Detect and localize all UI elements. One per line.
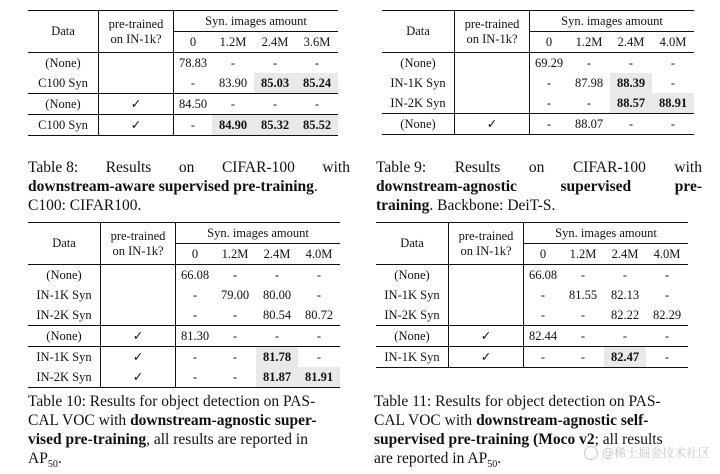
row-pretrained (455, 53, 530, 74)
row-pretrained: ✓ (99, 115, 174, 136)
row-value: - (176, 305, 215, 326)
row-value-best: 81.87 (256, 367, 298, 388)
row-value: - (670, 75, 676, 90)
table-row (376, 305, 688, 326)
table-row (28, 285, 340, 305)
row-value: 80.54 (262, 307, 292, 322)
amount-header: 1.2M (219, 34, 247, 49)
table-11-grid (376, 222, 688, 368)
row-value: - (562, 265, 604, 286)
row-data: IN-2K Syn (384, 307, 440, 322)
amount-header: 4.0M (659, 34, 687, 49)
table-10 (28, 222, 340, 388)
table-row (28, 94, 338, 115)
table-11 (376, 222, 688, 368)
table-10-caption: Table 10: Results for object detection on PAS- CAL VOC with downstream-agnostic super- vised pre-training, all results are reported in $AP_{50}$. (28, 393, 317, 471)
row-pretrained (455, 73, 530, 93)
row-pretrained: ✓ (101, 326, 176, 347)
row-value: 69.29 (530, 53, 569, 74)
row-value: - (214, 347, 256, 368)
table-row (376, 285, 688, 305)
table-row (28, 305, 340, 326)
row-value: 82.44 (524, 326, 563, 347)
table-row (28, 115, 338, 136)
row-data: IN-1K Syn (390, 75, 446, 90)
amount-header: 0 (176, 244, 215, 265)
header-pretrained: pre-trained on IN-1k? (101, 223, 176, 265)
row-value: - (652, 114, 694, 135)
row-value-best: 88.57 (610, 93, 652, 114)
row-pretrained (101, 285, 176, 305)
row-value: - (298, 326, 340, 347)
row-value: - (254, 53, 296, 74)
row-data: (None) (28, 53, 99, 74)
row-pretrained (455, 93, 530, 114)
row-value: - (174, 73, 213, 94)
table-row (382, 93, 694, 114)
row-data: IN-1K Syn (384, 287, 440, 302)
row-data: (None) (382, 114, 455, 135)
header-data: Data (400, 236, 424, 251)
row-value: 83.90 (218, 75, 248, 90)
table-row (382, 53, 694, 74)
row-value: - (232, 307, 238, 322)
amount-header: 2.4M (263, 246, 291, 261)
row-data: IN-2K Syn (36, 307, 92, 322)
row-pretrained (449, 265, 524, 286)
row-pretrained: ✓ (101, 347, 176, 368)
row-value: - (530, 93, 569, 114)
row-value: - (610, 114, 652, 135)
row-pretrained: ✓ (449, 347, 524, 368)
row-value: - (214, 326, 256, 347)
row-value: - (298, 347, 340, 368)
row-data: C100 Syn (38, 75, 88, 90)
row-pretrained: ✓ (101, 367, 176, 388)
row-data: (None) (28, 326, 101, 347)
row-value: - (214, 265, 256, 286)
row-value: - (176, 367, 215, 388)
header-pretrained: pre-trained on IN-1k? (99, 11, 174, 53)
table-9-caption: Table 9: Results on CIFAR-100 with downstream-agnostic supervised pre- training. Backbone: DeiT-S. (376, 159, 702, 214)
header-pretrained: pre-trained on IN-1k? (455, 11, 530, 53)
row-value: - (254, 94, 296, 115)
row-value: - (646, 265, 688, 286)
table-row (376, 265, 688, 286)
row-value-best: 85.32 (254, 115, 296, 136)
amount-header: 1.2M (569, 246, 597, 261)
row-pretrained: ✓ (455, 114, 530, 135)
table-11-caption: Table 11: Results for object detection on PAS- CAL VOC with downstream-agnostic self- supervised pre-training (Moco v2; all results are reported in $AP_{50}$. (374, 393, 663, 471)
row-value: - (530, 73, 569, 93)
amount-header: 0 (524, 244, 563, 265)
amount-header: 3.6M (303, 34, 331, 49)
row-value: 80.00 (262, 287, 292, 302)
row-value-best: 81.91 (298, 367, 340, 388)
header-data: Data (51, 24, 75, 39)
row-data: IN-2K Syn (390, 95, 446, 110)
amount-header: 2.4M (611, 246, 639, 261)
row-value: - (562, 347, 604, 368)
row-value: - (646, 326, 688, 347)
row-value: - (562, 326, 604, 347)
row-value: - (174, 115, 213, 136)
row-value-best: 85.03 (254, 73, 296, 94)
row-value-best: 88.39 (610, 73, 652, 93)
table-8-grid (28, 10, 338, 136)
watermark: @稀土掘金技术社区 (584, 444, 710, 461)
row-data: (None) (376, 326, 449, 347)
amount-header: 1.2M (221, 246, 249, 261)
row-value-best: 81.78 (256, 347, 298, 368)
row-value: 66.08 (524, 265, 563, 286)
header-syn-amount: Syn. images amount (524, 223, 689, 244)
row-value-best: 82.47 (604, 347, 646, 368)
row-value: - (646, 347, 688, 368)
row-pretrained: ✓ (99, 94, 174, 115)
row-pretrained (99, 73, 174, 94)
row-pretrained: ✓ (449, 326, 524, 347)
row-value: 66.08 (176, 265, 215, 286)
row-value: 81.55 (568, 287, 598, 302)
row-value: 80.72 (304, 307, 334, 322)
row-value: 81.30 (176, 326, 215, 347)
row-data: (None) (376, 265, 449, 286)
row-value: - (176, 285, 215, 305)
header-data: Data (52, 236, 76, 251)
row-data: (None) (28, 94, 99, 115)
table-row (376, 347, 688, 368)
table-row (28, 53, 338, 74)
row-value: 82.29 (652, 307, 682, 322)
row-value-best: 84.90 (212, 115, 254, 136)
row-pretrained (449, 285, 524, 305)
table-row (28, 347, 340, 368)
row-value: - (256, 326, 298, 347)
row-pretrained (449, 305, 524, 326)
row-value: - (316, 287, 322, 302)
row-value: - (524, 285, 563, 305)
table-10-grid (28, 222, 340, 388)
row-value: - (524, 305, 563, 326)
row-value: - (580, 307, 586, 322)
row-value: 82.13 (610, 287, 640, 302)
amount-header: 0 (174, 32, 213, 53)
row-pretrained (101, 265, 176, 286)
table-row (28, 265, 340, 286)
header-syn-amount: Syn. images amount (530, 11, 695, 32)
amount-header: 0 (530, 32, 569, 53)
table-8-caption: Table 8: Results on CIFAR-100 with downstream-aware supervised pre-training. C100: CIFAR100. (28, 159, 350, 214)
row-value-best: 88.91 (652, 93, 694, 114)
table-9-grid (382, 10, 694, 135)
row-data: IN-2K Syn (36, 369, 92, 384)
watermark-logo-icon (584, 446, 598, 460)
row-value: 88.07 (568, 114, 610, 135)
row-value: - (604, 326, 646, 347)
table-row (382, 73, 694, 93)
row-value: 84.50 (174, 94, 213, 115)
table-row (28, 326, 340, 347)
row-value: 79.00 (220, 287, 250, 302)
row-value: - (524, 347, 563, 368)
row-value: - (664, 287, 670, 302)
row-value: 78.83 (174, 53, 213, 74)
row-data: IN-1K Syn (36, 287, 92, 302)
table-row (376, 326, 688, 347)
row-data: (None) (382, 53, 455, 74)
row-data: (None) (28, 265, 101, 286)
row-value: - (212, 94, 254, 115)
row-data: IN-1K Syn (376, 347, 449, 368)
row-value: - (604, 265, 646, 286)
row-value: - (568, 53, 610, 74)
row-value: - (256, 265, 298, 286)
row-value: - (176, 347, 215, 368)
row-value: - (296, 53, 338, 74)
row-value: - (212, 53, 254, 74)
row-pretrained (99, 53, 174, 74)
row-data: IN-1K Syn (28, 347, 101, 368)
row-value: 82.22 (610, 307, 640, 322)
table-row (28, 73, 338, 94)
amount-header: 2.4M (617, 34, 645, 49)
table-9 (382, 10, 694, 135)
header-data: Data (406, 24, 430, 39)
row-value: - (298, 265, 340, 286)
table-row (28, 367, 340, 388)
row-value: - (530, 114, 569, 135)
amount-header: 1.2M (575, 34, 603, 49)
row-value: - (232, 369, 238, 384)
amount-header: 4.0M (653, 246, 681, 261)
row-data: C100 Syn (28, 115, 99, 136)
row-value: - (296, 94, 338, 115)
row-value: - (610, 53, 652, 74)
header-syn-amount: Syn. images amount (174, 11, 339, 32)
row-value: - (652, 53, 694, 74)
header-pretrained: pre-trained on IN-1k? (449, 223, 524, 265)
table-row (382, 114, 694, 135)
header-syn-amount: Syn. images amount (176, 223, 341, 244)
row-value: - (586, 95, 592, 110)
row-value: 87.98 (574, 75, 604, 90)
amount-header: 4.0M (305, 246, 333, 261)
row-value-best: 85.24 (296, 73, 338, 94)
amount-header: 2.4M (261, 34, 289, 49)
row-pretrained (101, 305, 176, 326)
row-value-best: 85.52 (296, 115, 338, 136)
table-8 (28, 10, 338, 136)
